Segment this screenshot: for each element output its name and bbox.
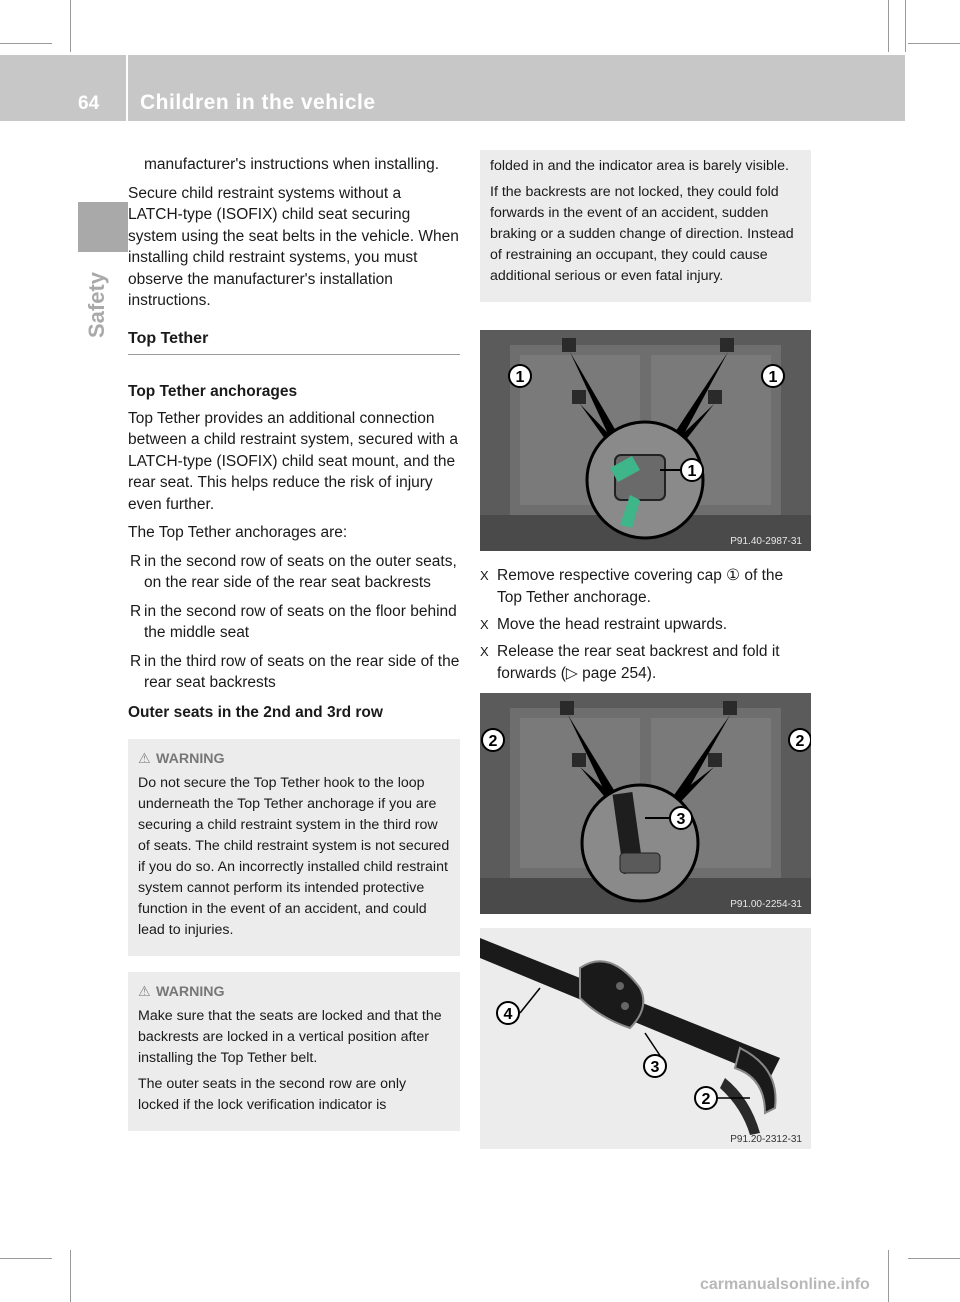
step-mark: X [480,568,489,583]
watermark: carmanualsonline.info [700,1276,870,1293]
crop-mark [70,0,71,52]
crop-mark [0,1258,52,1259]
crop-mark [0,43,52,44]
crop-mark [908,43,960,44]
instruction-steps [480,565,811,690]
callout-label: 4 [503,1006,513,1023]
step-text: Move the head restraint upwards. [497,616,728,633]
crop-mark [888,1250,889,1302]
bullet-mark: R [130,552,142,570]
callout-label: 1 [515,369,525,386]
warning-box-continued [480,150,811,302]
list-item [128,551,460,594]
callout-label: 3 [650,1059,660,1076]
paragraph: manufacturer's instructions when installing. [144,156,440,173]
instruction-step [480,614,811,636]
callout-label: 2 [795,733,805,750]
warning-triangle-icon: ⚠ [138,751,151,767]
warning-text: Do not secure the Top Tether hook to the loop underneath the Top Tether anchorage if you are securing a child restraint system in the third row of seats. The child restraint system is not secured if you do so. An incorrectly installed child restraint system cannot perform its intended protective function in the event of an accident, and could lead to injuries. [138,775,450,938]
crop-mark [70,1250,71,1302]
step-text: Release the rear seat backrest and fold it forwards (▷ page 254). [497,643,780,682]
callout-label: 3 [676,811,686,828]
figure-anchorage-covers [480,330,811,551]
right-column [480,150,811,302]
callout-label: 2 [701,1091,711,1108]
figure-tether-belt-fitting [480,693,811,914]
list-item-text: in the second row of seats on the outer seats, on the rear side of the rear seat backrests [144,552,457,591]
header-divider [126,55,128,121]
callout-label: 2 [488,733,498,750]
step-text: Remove respective covering cap ① of the Top Tether anchorage. [497,567,784,606]
left-column [128,154,460,1131]
warning-box [128,739,460,956]
bullet-mark: R [130,602,142,620]
warning-text: Make sure that the seats are locked and that the backrests are locked in a vertical position after installing the Top Tether belt. [138,1008,442,1066]
subsection-title: Top Tether anchorages [128,383,298,400]
crop-mark [888,0,889,52]
instruction-step [480,565,811,609]
paragraph: Secure child restraint systems without a LATCH-type (ISOFIX) child seat securing system using the seat belts in the vehicle. When installing child restraint systems, you must observe the manufacturer's installation instructions. [128,184,459,309]
callout-label: 1 [768,369,778,386]
side-tab [84,258,114,358]
warning-title: ⚠ WARNING [138,749,451,770]
instruction-step [480,641,811,685]
figure-code: P91.00-2254-31 [730,899,802,910]
list-item-text: in the third row of seats on the rear side of the rear seat backrests [144,652,460,691]
side-tab-block [78,202,128,252]
list-item [128,601,460,644]
list-item-text: in the second row of seats on the floor behind the middle seat [144,602,457,641]
figure-tether-hook [480,928,811,1149]
step-mark: X [480,644,489,659]
step-mark: X [480,617,489,632]
page-header [0,55,905,121]
warning-text: The outer seats in the second row are only locked if the lock verification indicator is [138,1076,407,1113]
bullet-mark: R [130,652,142,670]
section-title: Top Tether [128,328,460,356]
warning-box [128,972,460,1131]
figure-code: P91.40-2987-31 [730,536,802,547]
page-number: 64 [78,93,100,114]
figure-code: P91.20-2312-31 [730,1134,802,1145]
side-tab-label: Safety [84,271,109,338]
warning-text: If the backrests are not locked, they could fold forwards in the event of an accident, sudden braking or a sudden change of direction. Instead of restraining an occupant, they could cause additional serious or even fatal injury. [490,184,794,284]
callout-label: 1 [687,463,697,480]
warning-triangle-icon: ⚠ [138,984,151,1000]
paragraph: Top Tether provides an additional connection between a child restraint system, secured with a LATCH-type (ISOFIX) child seat mount, and the rear seat. This helps reduce the risk of injury even further. [128,409,458,513]
paragraph: The Top Tether anchorages are: [128,524,348,541]
subsection-title: Outer seats in the 2nd and 3rd row [128,703,383,721]
chapter-title: Children in the vehicle [140,91,376,114]
warning-title: ⚠ WARNING [138,982,451,1003]
warning-text: folded in and the indicator area is barely visible. [490,158,789,174]
crop-mark [905,0,906,52]
list-item [128,651,460,694]
crop-mark [908,1258,960,1259]
